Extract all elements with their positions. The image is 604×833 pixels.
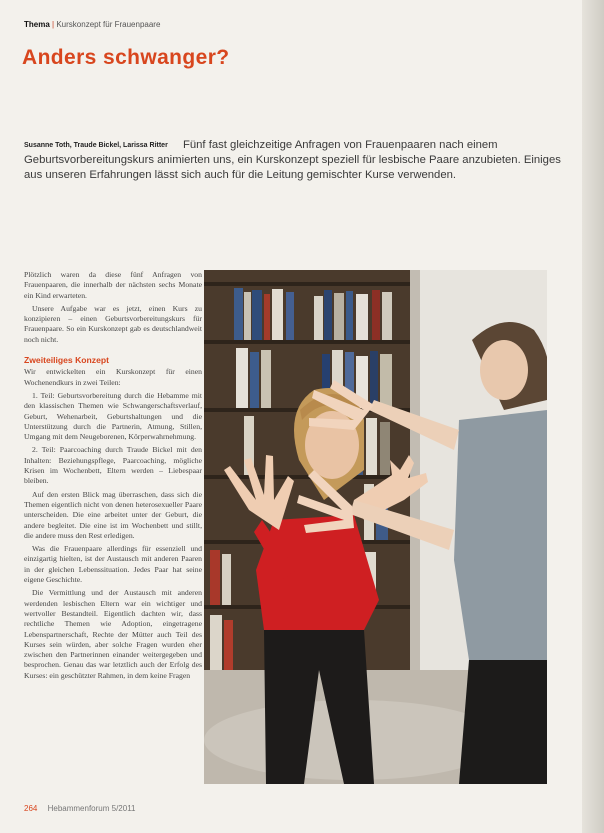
body-paragraph: 1. Teil: Geburtsvorbereitung durch die Hebamme mit den klassischen Themen wie Schwangerschaftsverlauf, Geburt, Wehenarbeit, Geburtshaltungen und die Unterstützung durch die Partnerin, Atmung, Stillen, Umgang mit dem Neugeborenen, Körperwahrnehmung.	[24, 390, 202, 442]
kicker-topic: Kurskonzept für Frauenpaare	[56, 20, 161, 29]
body-paragraph: Was die Frauenpaare allerdings für essenziell und einzigartig hielten, ist der Austausch mit anderen Paaren in der gleichen Lebenssituation. Jedes Paar hat seine eigene Geschichte.	[24, 544, 202, 585]
kicker-separator: |	[52, 20, 55, 29]
page-number: 264	[24, 804, 38, 813]
article-authors: Susanne Toth, Traude Bickel, Larissa Ritter	[24, 142, 168, 149]
section-subheading: Zweiteiliges Konzept	[24, 355, 109, 366]
body-paragraph: Plötzlich waren da diese fünf Anfragen von Frauenpaaren, die innerhalb der nächsten sechs Monate ein Kind erwarteten.	[24, 270, 202, 300]
article-title: Anders schwanger?	[22, 46, 230, 69]
article-body-column	[24, 270, 202, 684]
page-edge-shadow	[582, 0, 604, 833]
publication-name: Hebammenforum 5/2011	[47, 804, 136, 813]
article-lead: Fünf fast gleichzeitige Anfragen von Frauenpaaren nach einem Geburtsvorbereitungskurs animierten uns, ein Kurskonzept speziell für lesbische Paare anzubieten. Einiges aus unseren Erfahrungen lässt sich auch für die Leitung gemischter Kurse verwenden.	[24, 139, 561, 181]
body-paragraph: Die Vermittlung und der Austausch mit anderen werdenden lesbischen Eltern war ein wichtiger und wertvoller Bestandteil. Eigentlich dachten wir, dass rechtliche Themen wie Adoption, eingetragene Lebenspartnerschaft, Rechte der Mütter auch Teil des Kurses sein würden, aber solche Fragen wurden eher zwischen den Partnerinnen einander weitergegeben und besprochen. Genau das war letztlich auch der Erfolg des Kurses: ein geschützter Rahmen, in dem keine Fragen	[24, 588, 202, 680]
body-paragraph: Wir entwickelten ein Kurskonzept für einen Wochenendkurs in zwei Teilen:	[24, 367, 202, 387]
page-footer	[24, 804, 136, 813]
section-kicker	[24, 20, 160, 29]
photo-illustration	[204, 270, 547, 784]
kicker-theme-label: Thema	[24, 20, 50, 29]
body-paragraph: Unsere Aufgabe war es jetzt, einen Kurs zu konzipieren – einen Geburtsvorbereitungskurs für Frauenpaare. So ein Kurskonzept gab es deutschlandweit noch nicht.	[24, 303, 202, 344]
body-paragraph: Auf den ersten Blick mag überraschen, dass sich die Themen eigentlich nicht von denen heterosexueller Paare unterscheiden. Die eine arbeitet unter der Geburt, die andere begleitet. Die eine ist im Wochenbett und stillt, die andere muss den Rest erledigen.	[24, 489, 202, 540]
article-intro	[24, 138, 564, 183]
article-photo	[204, 270, 547, 784]
body-paragraph: 2. Teil: Paarcoaching durch Traude Bickel mit den Inhalten: Beziehungspflege, Paarcoaching, mögliche Krisen im Wochenbett, Eltern werden – Liebespaar bleiben.	[24, 445, 202, 486]
